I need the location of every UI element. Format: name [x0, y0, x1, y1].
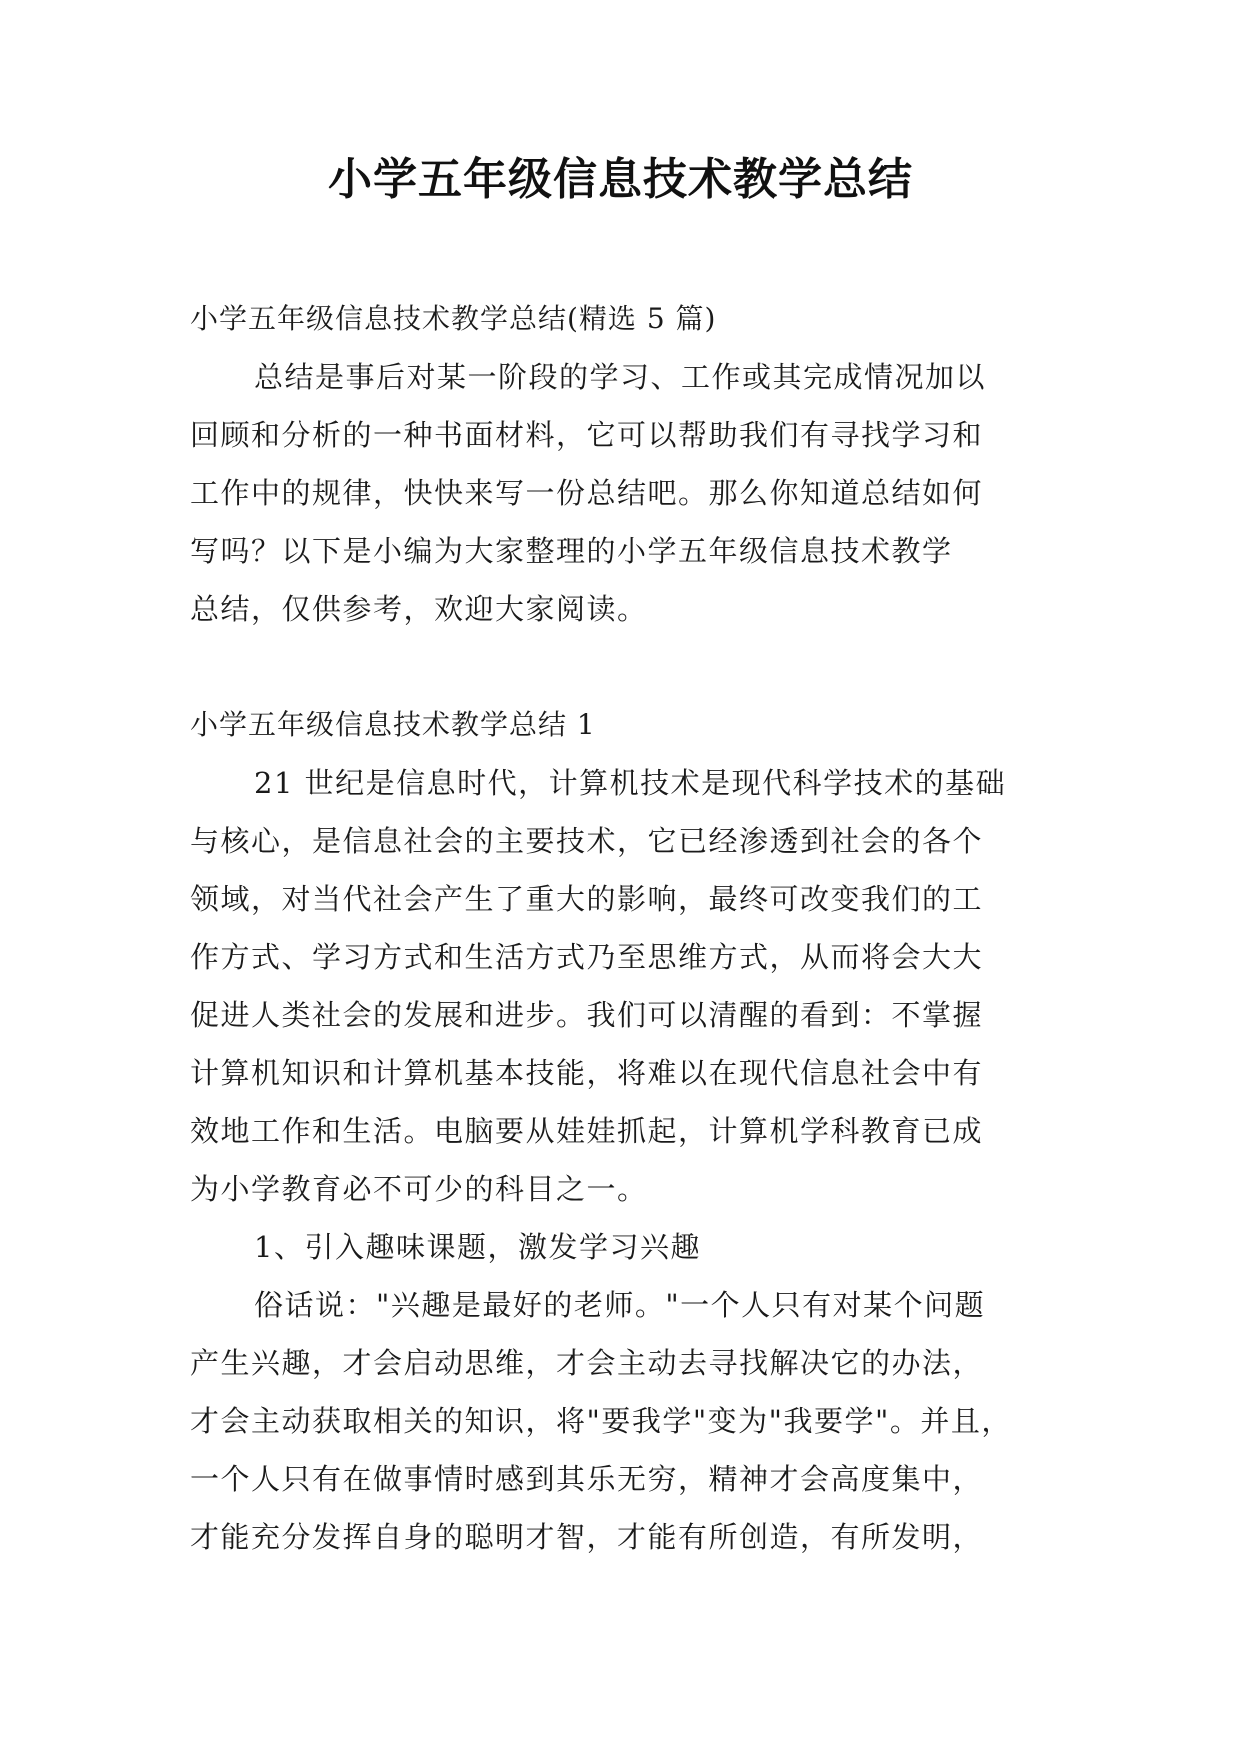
paragraph-line: 为小学教育必不可少的科目之一。	[190, 1172, 648, 1206]
intro-line: 回顾和分析的一种书面材料，它可以帮助我们有寻找学习和	[190, 418, 984, 452]
document-title: 小学五年级信息技术教学总结	[328, 154, 913, 205]
paragraph-line: 效地工作和生活。电脑要从娃娃抓起，计算机学科教育已成	[190, 1114, 984, 1148]
intro-line: 总结，仅供参考，欢迎大家阅读。	[190, 592, 648, 626]
paragraph-line: 一个人只有在做事情时感到其乐无穷，精神才会高度集中，	[190, 1462, 984, 1496]
paragraph-line: 与核心，是信息社会的主要技术，它已经渗透到社会的各个	[190, 824, 984, 858]
paragraph-gap	[190, 638, 1070, 696]
intro-line: 总结是事后对某一阶段的学习、工作或其完成情况加以	[254, 360, 987, 394]
paragraph-line: 产生兴趣，才会启动思维，才会主动去寻找解决它的办法，	[190, 1346, 984, 1380]
document-body	[190, 290, 1070, 1566]
intro-line: 工作中的规律，快快来写一份总结吧。那么你知道总结如何	[190, 476, 984, 510]
document-subtitle: 小学五年级信息技术教学总结(精选 5 篇)	[190, 302, 717, 335]
intro-line: 写吗？以下是小编为大家整理的小学五年级信息技术教学	[190, 534, 953, 568]
paragraph-line: 促进人类社会的发展和进步。我们可以清醒的看到：不掌握	[190, 998, 984, 1032]
paragraph-line: 才能充分发挥自身的聪明才智，才能有所创造，有所发明，	[190, 1520, 984, 1554]
paragraph-line: 计算机知识和计算机基本技能，将难以在现代信息社会中有	[190, 1056, 984, 1090]
paragraph-line: 才会主动获取相关的知识，将"要我学"变为"我要学"。并且，	[190, 1404, 1012, 1438]
paragraph-line: 领域，对当代社会产生了重大的影响，最终可改变我们的工	[190, 882, 984, 916]
point-heading: 1、引入趣味课题，激发学习兴趣	[254, 1230, 701, 1264]
paragraph-line: 俗话说："兴趣是最好的老师。"一个人只有对某个问题	[254, 1288, 986, 1322]
paragraph-line: 21 世纪是信息时代，计算机技术是现代科学技术的基础	[254, 766, 1007, 800]
paragraph-line: 作方式、学习方式和生活方式乃至思维方式，从而将会大大	[190, 940, 984, 974]
section-heading: 小学五年级信息技术教学总结 1	[190, 708, 596, 741]
